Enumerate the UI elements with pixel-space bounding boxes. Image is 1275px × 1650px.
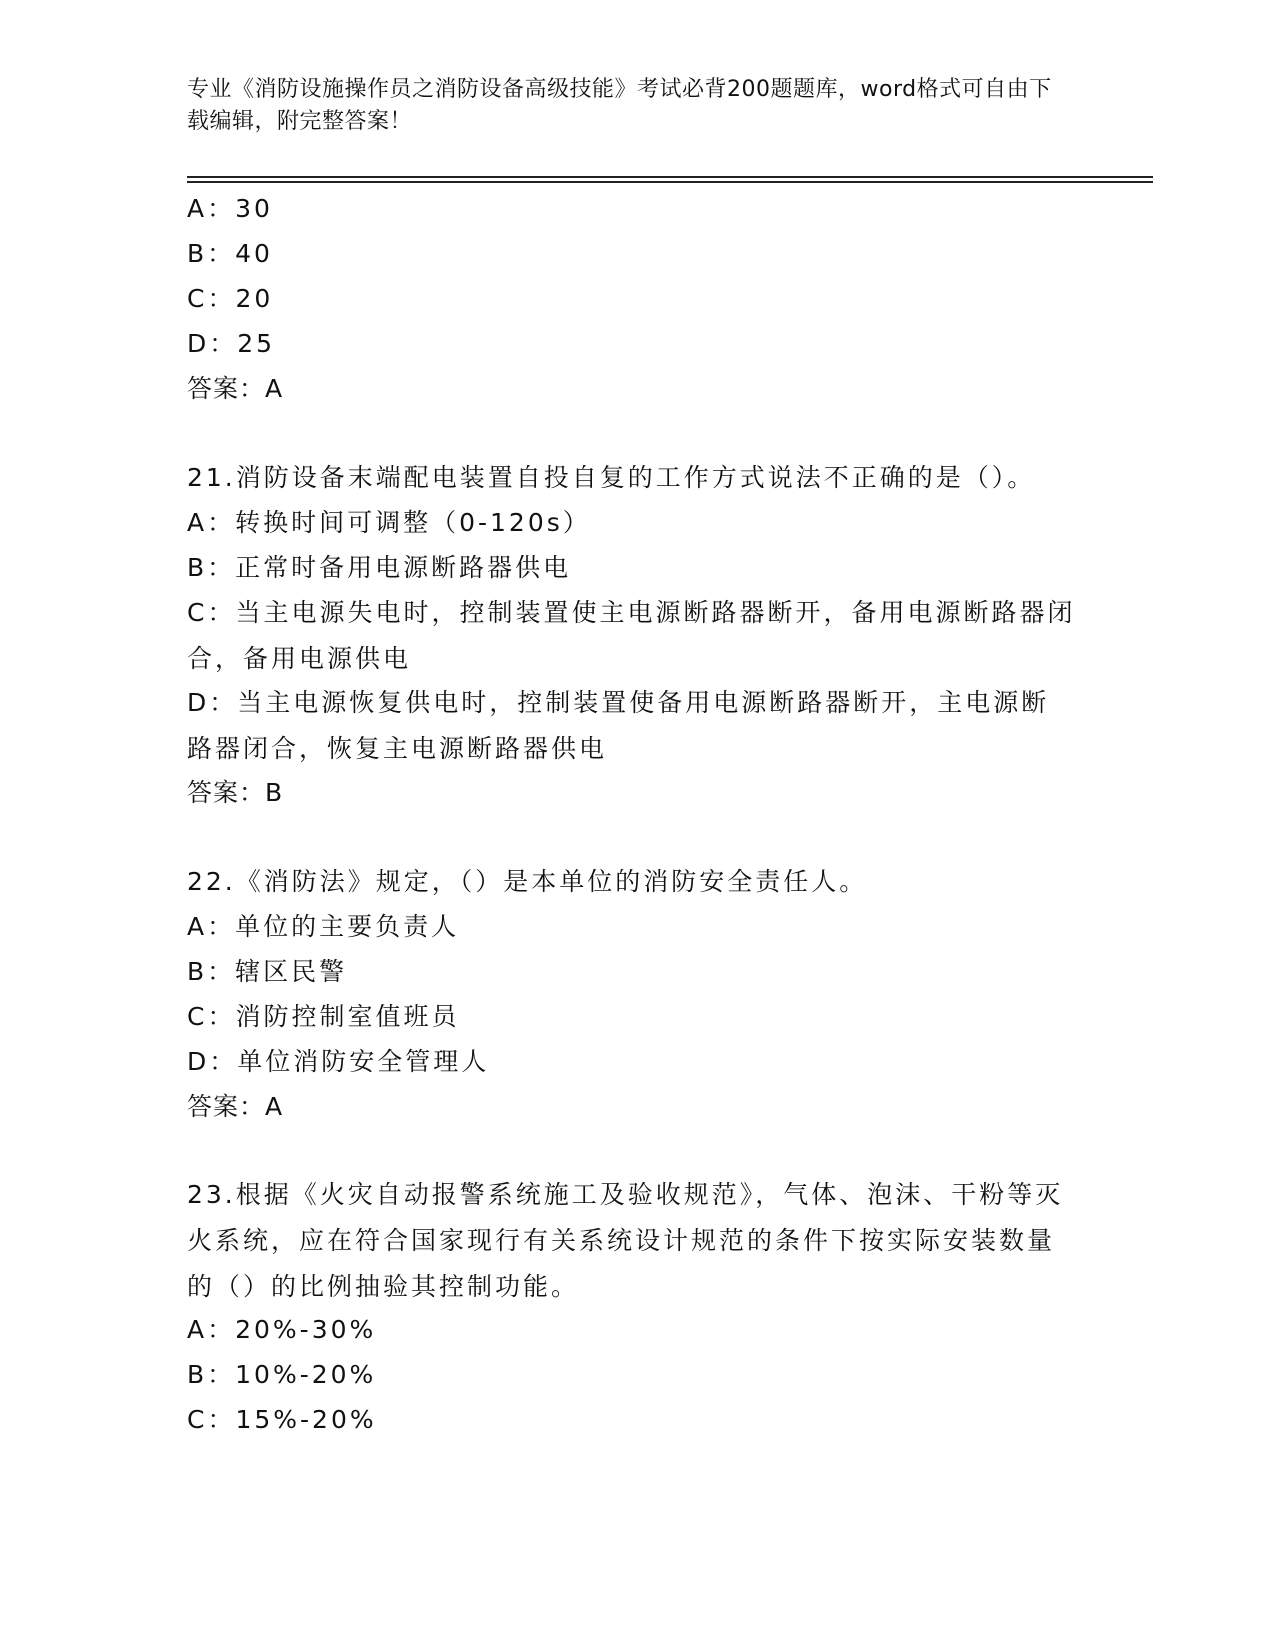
q21-option-c: C：当主电源失电时，控制装置使主电源断路器断开，备用电源断路器闭合，备用电源供电 — [187, 598, 1076, 673]
q21-option-d: D：当主电源恢复供电时，控制装置使备用电源断路器断开，主电源断路器闭合，恢复主电源断路器供电 — [187, 688, 1050, 763]
q21-option-a: A：转换时间可调整（0-120s） — [187, 508, 591, 537]
header-divider-top — [187, 176, 1153, 178]
q21-option-b: B：正常时备用电源断路器供电 — [187, 553, 572, 582]
q23-option-c: C：15%-20% — [187, 1405, 377, 1434]
header-divider-bottom — [187, 181, 1153, 183]
q20-option-d: D：25 — [187, 329, 276, 358]
q23-option-a: A：20%-30% — [187, 1315, 377, 1344]
q22-option-c: C：消防控制室值班员 — [187, 1002, 460, 1031]
q20-option-a: A：30 — [187, 194, 273, 223]
q22-question: 22.《消防法》规定，（）是本单位的消防安全责任人。 — [187, 867, 868, 896]
q22-option-a: A：单位的主要负责人 — [187, 912, 460, 941]
q22-answer: 答案：A — [187, 1092, 284, 1121]
q23-option-b: B：10%-20% — [187, 1360, 377, 1389]
document-header-title: 专业《消防设施操作员之消防设备高级技能》考试必背200题题库，word格式可自由下载编辑，附完整答案！ — [187, 77, 1052, 134]
q22-option-d: D：单位消防安全管理人 — [187, 1047, 490, 1076]
q22-option-b: B：辖区民警 — [187, 957, 348, 986]
q20-option-c: C：20 — [187, 284, 274, 313]
q20-answer: 答案：A — [187, 374, 284, 403]
q23-question: 23.根据《火灾自动报警系统施工及验收规范》，气体、泡沫、干粉等灭火系统，应在符合国家现行有关系统设计规范的条件下按实际安装数量的（）的比例抽验其控制功能。 — [187, 1180, 1064, 1301]
q21-question: 21.消防设备末端配电装置自投自复的工作方式说法不正确的是（）。 — [187, 463, 1036, 492]
q20-option-b: B：40 — [187, 239, 273, 268]
q21-answer: 答案：B — [187, 778, 284, 807]
